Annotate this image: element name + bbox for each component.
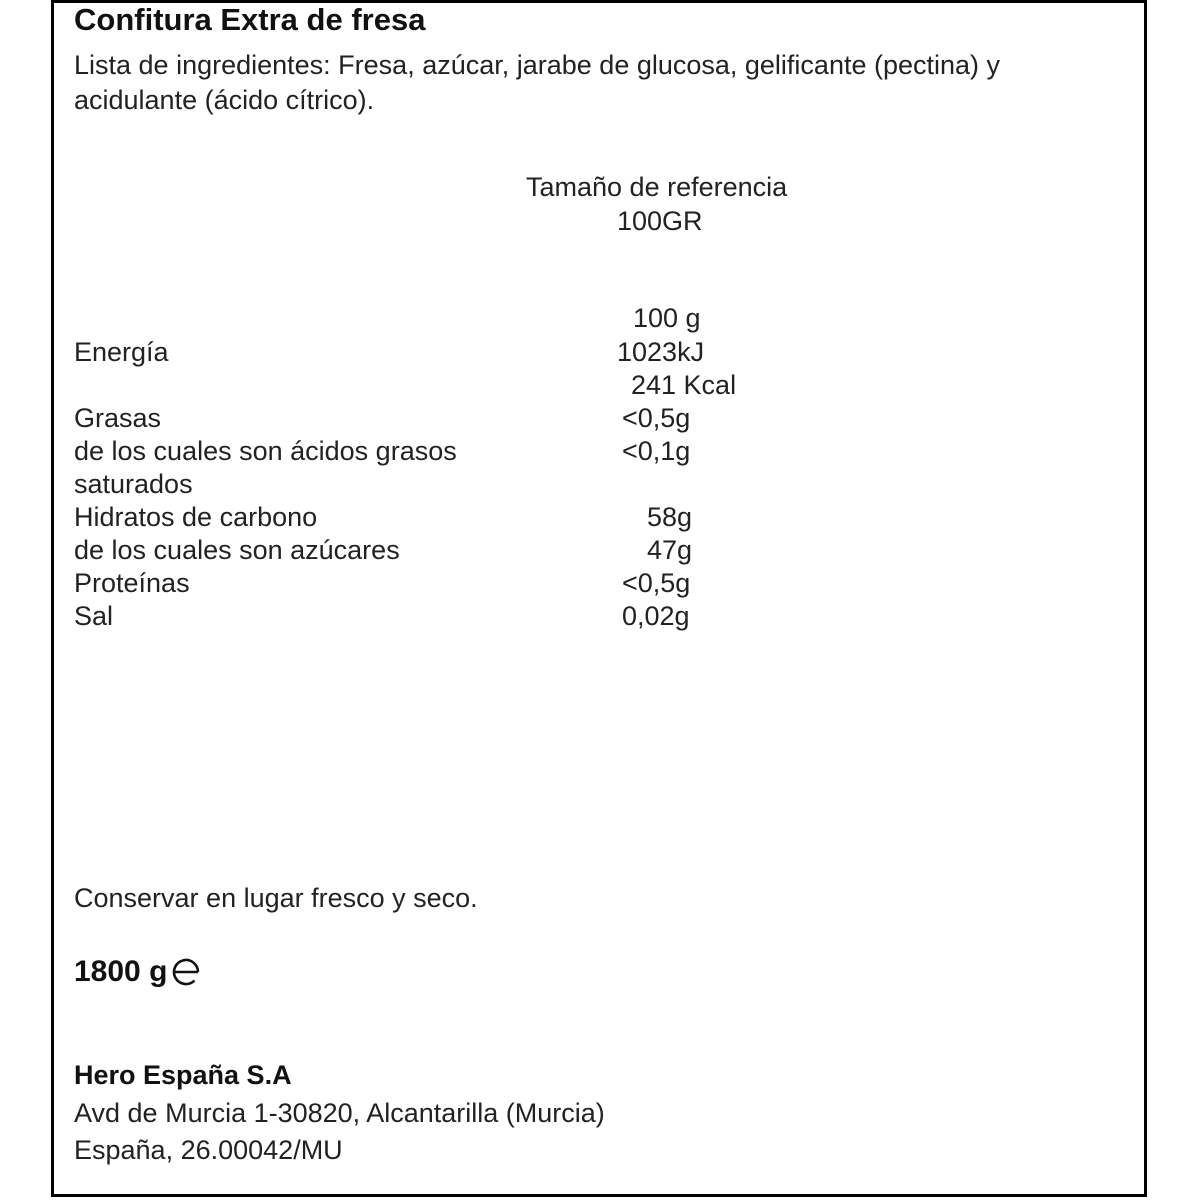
manufacturer-name: Hero España S.A — [74, 1060, 292, 1090]
net-weight — [74, 955, 201, 989]
nutrition-label-sugars: de los cuales son azúcares — [74, 535, 400, 565]
nutrition-label-energy: Energía — [74, 337, 169, 367]
nutrition-label-fat: Grasas — [74, 403, 162, 433]
net-weight-value: 1800 g — [74, 955, 168, 988]
nutrition-value-fat: <0,5g — [622, 403, 691, 433]
nutrition-label-salt: Sal — [74, 601, 114, 631]
ingredients-list: Lista de ingredientes: Fresa, azúcar, jarabe de glucosa, gelificante (pectina) y acidulante (ácido cítrico). — [74, 50, 1001, 115]
product-title: Confitura Extra de fresa — [74, 2, 426, 37]
manufacturer-address-line2: España, 26.00042/MU — [74, 1135, 343, 1165]
nutrition-value-salt: 0,02g — [622, 601, 690, 631]
nutrition-value-carbohydrates: 58g — [647, 502, 693, 532]
nutrition-column-header: 100 g — [633, 303, 701, 333]
nutrition-value-saturated: <0,1g — [622, 436, 691, 466]
storage-instructions: Conservar en lugar fresco y seco. — [74, 883, 478, 913]
nutrition-label-carbohydrates: Hidratos de carbono — [74, 502, 318, 532]
manufacturer-address-line1: Avd de Murcia 1-30820, Alcantarilla (Murcia) — [74, 1098, 605, 1128]
nutrition-value-protein: <0,5g — [622, 568, 691, 598]
nutrition-label-saturated-cont: saturados — [74, 469, 193, 499]
e-mark-icon — [171, 957, 201, 987]
nutrition-value-energy-kcal: 241 Kcal — [631, 370, 737, 400]
reference-size-title: Tamaño de referencia — [526, 172, 788, 202]
nutrition-label-protein: Proteínas — [74, 568, 190, 598]
nutrition-value-energy-kj: 1023kJ — [617, 337, 705, 367]
nutrition-value-sugars: 47g — [647, 535, 693, 565]
reference-size-value: 100GR — [617, 206, 703, 236]
nutrition-label-saturated: de los cuales son ácidos grasos — [74, 436, 457, 466]
